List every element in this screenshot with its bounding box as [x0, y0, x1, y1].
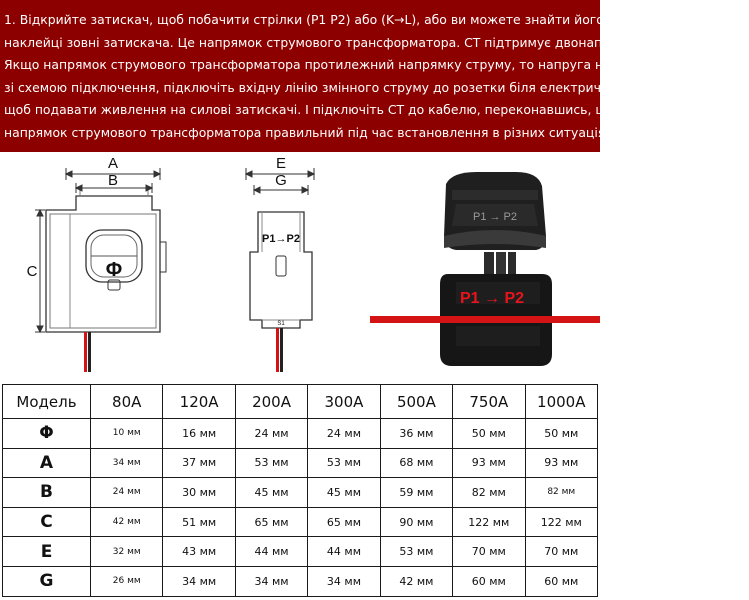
table-cell: 34 мм — [163, 566, 235, 596]
row-label: A — [3, 448, 91, 478]
table-cell: 16 мм — [163, 419, 235, 449]
table-cell: 26 мм — [91, 566, 163, 596]
header-200a: 200A — [235, 385, 307, 419]
table-cell: 60 мм — [525, 566, 597, 596]
table-cell: 122 мм — [453, 507, 525, 537]
table-cell: 82 мм — [525, 478, 597, 508]
table-cell: 30 мм — [163, 478, 235, 508]
label-g: G — [275, 172, 287, 189]
table-cell: 122 мм — [525, 507, 597, 537]
dimension-drawing — [0, 152, 360, 380]
table-cell: 45 мм — [308, 478, 380, 508]
table-cell: 34 мм — [91, 448, 163, 478]
table-cell: 44 мм — [308, 537, 380, 567]
spec-table — [2, 384, 598, 597]
table-cell: 68 мм — [380, 448, 452, 478]
table-cell: 37 мм — [163, 448, 235, 478]
table-row — [3, 419, 598, 449]
header-300a: 300A — [308, 385, 380, 419]
table-cell: 42 мм — [380, 566, 452, 596]
ct-clamp-illustration — [360, 156, 600, 380]
table-row — [3, 566, 598, 596]
table-cell: 65 мм — [235, 507, 307, 537]
table-cell: 32 мм — [91, 537, 163, 567]
table-cell: 70 мм — [453, 537, 525, 567]
photo-label-top: P1 → P2 — [472, 211, 518, 223]
header-model: Модель — [3, 385, 91, 419]
label-p1-p2: P1→P2 — [262, 233, 300, 245]
table-cell: 53 мм — [235, 448, 307, 478]
row-label: B — [3, 478, 91, 508]
row-label: E — [3, 537, 91, 567]
table-cell: 70 мм — [525, 537, 597, 567]
instruction-line: щоб подавати живлення на силові затискачі. І підключіть CT до кабелю, переконавшись, що — [4, 102, 615, 118]
instruction-line: напрямок струмового трансформатора правильний під час встановлення в різних ситуаціях. — [4, 124, 617, 140]
front-wires — [84, 332, 91, 372]
header-120a: 120A — [163, 385, 235, 419]
table-cell: 45 мм — [235, 478, 307, 508]
table-cell: 50 мм — [525, 419, 597, 449]
table-cell: 60 мм — [453, 566, 525, 596]
table-cell: 65 мм — [308, 507, 380, 537]
table-cell: 36 мм — [380, 419, 452, 449]
label-e: E — [275, 155, 287, 172]
header-80a: 80A — [91, 385, 163, 419]
table-header-row — [3, 385, 598, 419]
label-c: C — [26, 263, 38, 280]
header-750a: 750A — [453, 385, 525, 419]
table-cell: 59 мм — [380, 478, 452, 508]
table-row — [3, 448, 598, 478]
table-cell: 24 мм — [308, 419, 380, 449]
instruction-line: зі схемою підключення, підключіть вхідну лінію змінного струму до розетки біля електричної коробки, — [4, 79, 682, 95]
label-s1: S1 — [277, 321, 285, 327]
table-cell: 53 мм — [380, 537, 452, 567]
table-cell: 51 мм — [163, 507, 235, 537]
table-cell: 82 мм — [453, 478, 525, 508]
clamp-upper-half — [444, 172, 546, 250]
table-cell: 34 мм — [235, 566, 307, 596]
table-cell: 50 мм — [453, 419, 525, 449]
side-view-drawing — [250, 212, 312, 328]
header-500a: 500A — [380, 385, 452, 419]
label-a: A — [107, 155, 119, 172]
table-cell: 10 мм — [91, 419, 163, 449]
table-cell: 24 мм — [235, 419, 307, 449]
table-cell: 42 мм — [91, 507, 163, 537]
table-cell: 93 мм — [525, 448, 597, 478]
header-1000a: 1000A — [525, 385, 597, 419]
table-row — [3, 507, 598, 537]
label-b: B — [107, 172, 119, 189]
table-row — [3, 537, 598, 567]
red-cable — [370, 316, 600, 323]
photo-label-bottom: P1 → P2 — [459, 290, 525, 307]
table-cell: 90 мм — [380, 507, 452, 537]
side-wires — [276, 328, 283, 372]
table-cell: 44 мм — [235, 537, 307, 567]
instruction-line: наклейці зовні затискача. Це напрямок струмового трансформатора. CT підтримує двонаправлене вимірювання. — [4, 34, 749, 50]
table-cell: 24 мм — [91, 478, 163, 508]
row-label: Φ — [3, 419, 91, 449]
row-label: G — [3, 566, 91, 596]
clamp-hinge — [484, 252, 516, 274]
instruction-line: Якщо напрямок струмового трансформатора протилежний напрямку струму, то напруга негативна. 2. Згідно — [4, 57, 729, 73]
table-row — [3, 478, 598, 508]
label-phi: Φ — [105, 259, 123, 281]
table-cell: 93 мм — [453, 448, 525, 478]
instruction-banner — [0, 0, 749, 152]
instruction-line: 1. Відкрийте затискач, щоб побачити стрілки (P1 P2) або (K→L), або ви можете знайти його на — [4, 12, 624, 27]
table-cell: 43 мм — [163, 537, 235, 567]
row-label: C — [3, 507, 91, 537]
table-cell: 53 мм — [308, 448, 380, 478]
table-cell: 34 мм — [308, 566, 380, 596]
product-photo — [360, 156, 600, 380]
